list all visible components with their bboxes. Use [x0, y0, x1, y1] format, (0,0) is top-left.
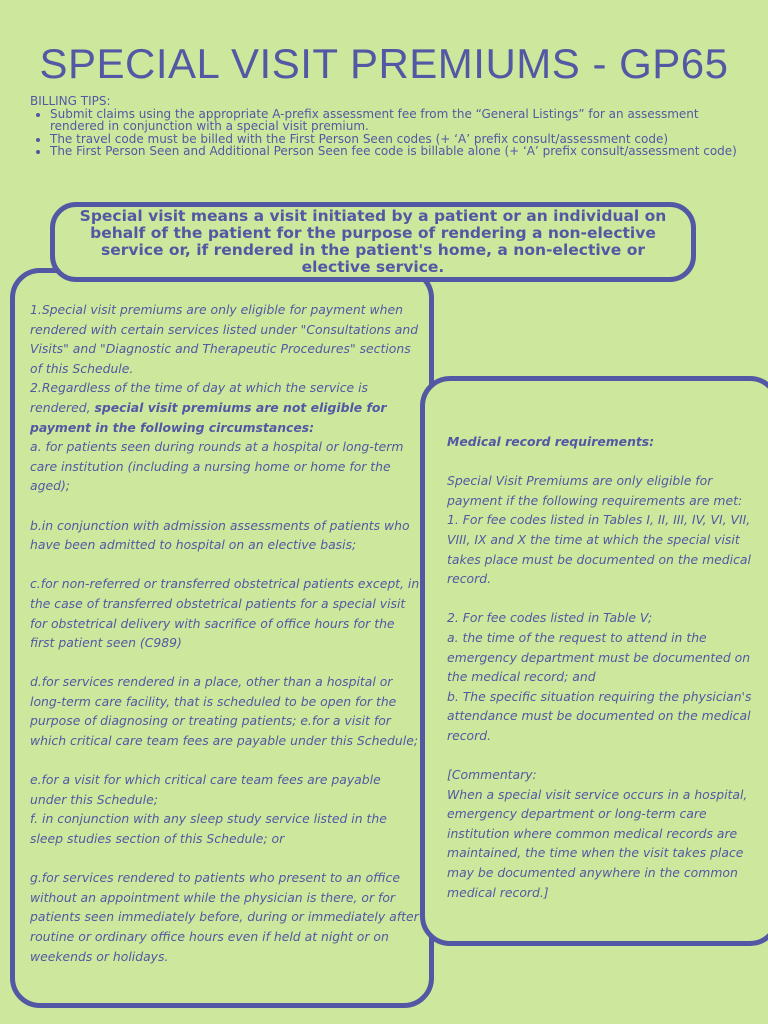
eligibility-circumstance-c: c.for non-referred or transferred obstetrical patients except, in the case of transferred obstetrical patients for a special visit for obstetrical delivery with sacrifice of office hours for the first patient seen (C989) [30, 576, 420, 651]
eligibility-circumstance-f: f. in conjunction with any sleep study service listed in the sleep studies section of this Schedule; or [30, 811, 387, 847]
eligibility-circumstance-b: b.in conjunction with admission assessments of patients who have been admitted to hospital on an elective basis; [30, 517, 410, 553]
medical-record-item-2: 2. For fee codes listed in Table V; [447, 610, 653, 626]
medical-record-item-1: 1. For fee codes listed in Tables I, II, III, IV, VI, VII, VIII, IX and X the time at which the special visit takes place must be documented on the medical record. [447, 512, 751, 587]
eligibility-text [30, 300, 420, 966]
eligibility-circumstance-a: a. for patients seen during rounds at a hospital or long-term care institution (including a nursing home or home for the aged); [30, 439, 404, 494]
commentary-text: When a special visit service occurs in a hospital, emergency department or long-term care institution where common medical records are maintained, the time when the visit takes place may be documented anywhere in the common medical record.] [447, 786, 748, 900]
eligibility-item-1: 1.Special visit premiums are only eligible for payment when rendered with certain services listed under "Consultations and Visits" and "Diagnostic and Therapeutic Procedures" sections of this Schedule. [30, 302, 419, 376]
medical-record-text [447, 432, 759, 902]
medical-record-item-2a: a. the time of the request to attend in the emergency department must be documented on the medical record; and [447, 629, 751, 685]
billing-tips [30, 95, 750, 158]
eligibility-item-2 [30, 378, 420, 437]
eligibility-circumstance-g: g.for services rendered to patients who present to an office without an appointment while the physician is there, or for patients seen immediately before, during or immediately after routine or ordinary office hours even if held at night or on weekends or holidays. [30, 870, 419, 964]
definition-callout [50, 202, 696, 282]
billing-tip-item: • The First Person Seen and Additional Person Seen fee code is billable alone (+ ‘A’ prefix consult/assessment code) [50, 145, 750, 158]
eligibility-item-2-lead: 2.Regardless of the time of day at which the service is rendered, [30, 380, 369, 415]
billing-tip-item: • Submit claims using the appropriate A-prefix assessment fee from the “General Listings” for an assessment rendered in conjunction with a special visit premium. [50, 108, 750, 133]
page-title: SPECIAL VISIT PREMIUMS - GP65 [39, 40, 729, 87]
billing-tips-list [30, 108, 750, 158]
eligibility-circumstance-e: e.for a visit for which critical care team fees are payable under this Schedule; [30, 772, 381, 807]
eligibility-item-2-emphasis: special visit premiums are not eligible for payment in the following circumstances: [30, 399, 387, 435]
medical-record-heading: Medical record requirements: [447, 434, 655, 449]
medical-record-intro: Special Visit Premiums are only eligible for payment if the following requirements are met: [447, 473, 743, 508]
medical-record-item-2b: b. The specific situation requiring the physician's attendance must be documented on the medical record. [447, 688, 752, 743]
billing-tip-item: • The travel code must be billed with the First Person Seen codes (+ ‘A’ prefix consult/assessment code) [50, 133, 750, 146]
definition-text: Special visit means a visit initiated by a patient or an individual on behalf of the patient for the purpose of rendering a non-elective service or, if rendered in the patient's home, a non-elective or elective service. [79, 207, 667, 276]
eligibility-circumstance-d: d.for services rendered in a place, other than a hospital or long-term care facility, that is scheduled to be open for the purpose of diagnosing or treating patients; e.for a visit for which critical care team fees are payable under this Schedule; [30, 674, 419, 749]
commentary-heading: [Commentary: [447, 767, 537, 783]
billing-tips-heading: BILLING TIPS: [30, 94, 111, 108]
